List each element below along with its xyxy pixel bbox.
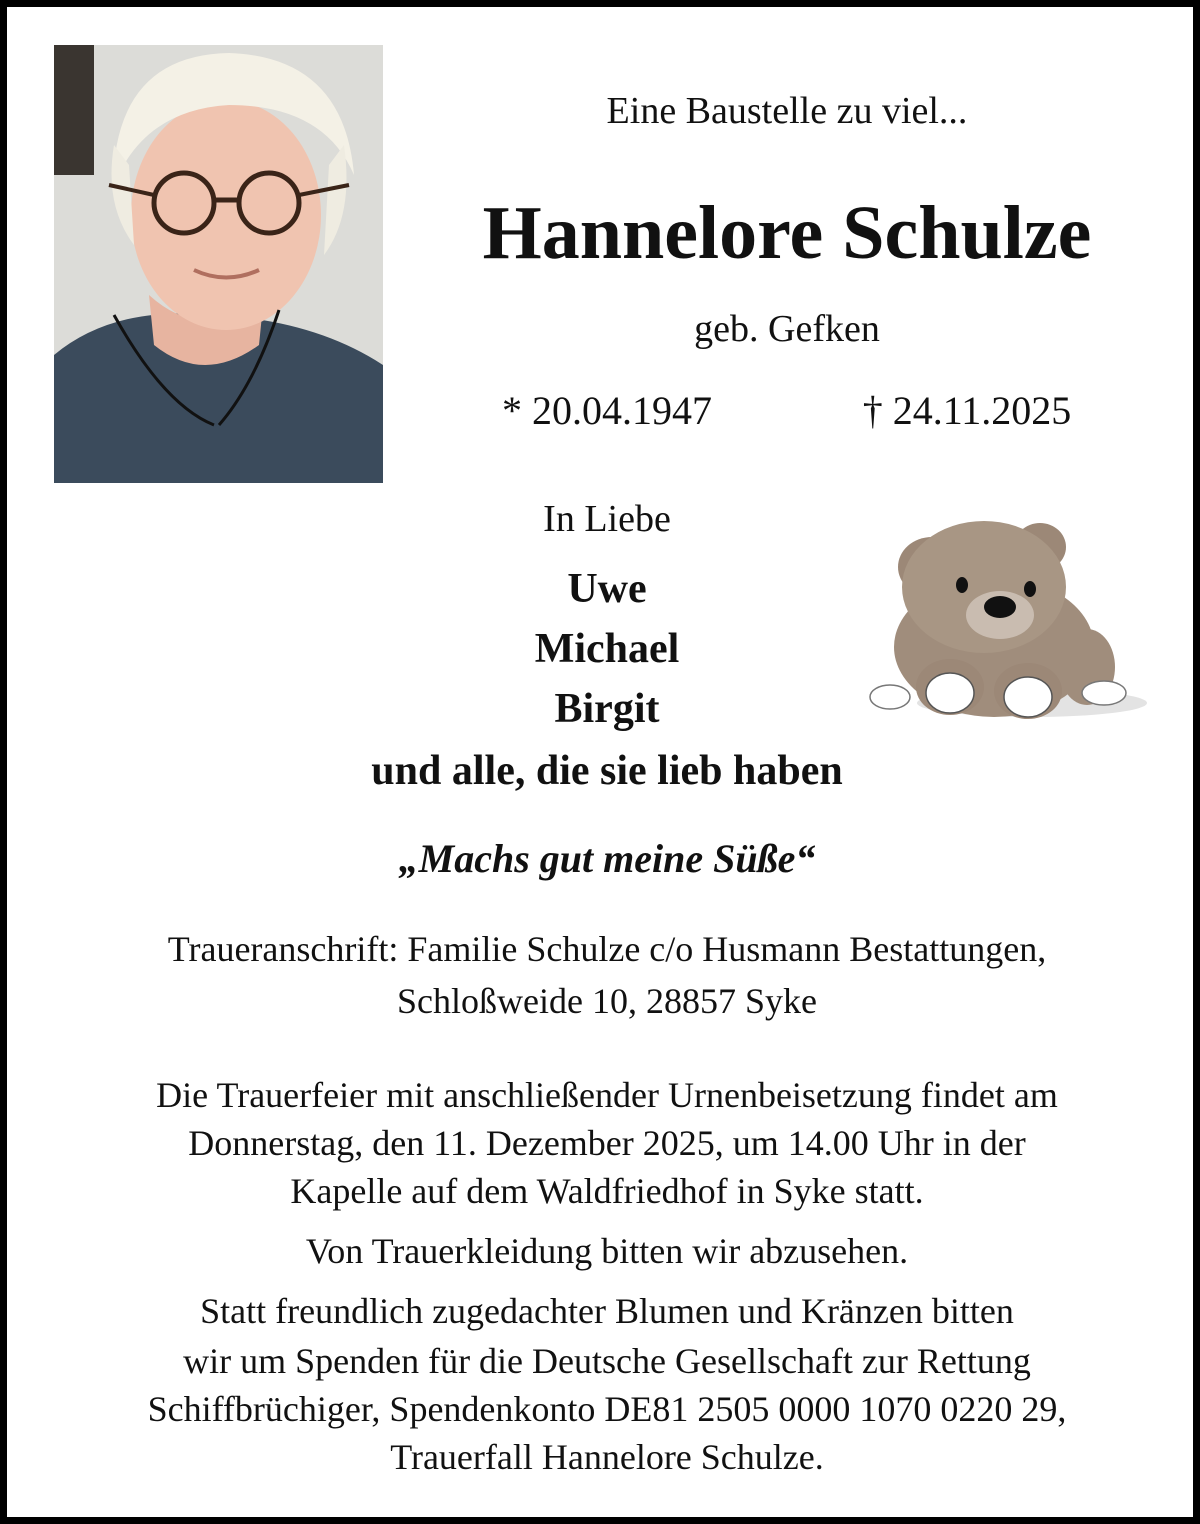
ceremony-line: Donnerstag, den 11. Dezember 2025, um 14.00 Uhr in der xyxy=(188,1123,1026,1163)
intro-line: Eine Baustelle zu viel... xyxy=(606,90,968,132)
deceased-name: Hannelore Schulze xyxy=(482,191,1092,275)
family-member: Michael xyxy=(534,626,680,672)
ceremony-line: Kapelle auf dem Waldfriedhof in Syke statt. xyxy=(290,1171,924,1211)
ceremony-line: Die Trauerfeier mit anschließender Urnenbeisetzung findet am xyxy=(156,1075,1058,1115)
address-line: Traueranschrift: Familie Schulze c/o Husmann Bestattungen, xyxy=(167,929,1047,969)
address-line: Schloßweide 10, 28857 Syke xyxy=(397,981,817,1021)
birth-name: geb. Gefken xyxy=(694,308,880,350)
birth-date: * 20.04.1947 xyxy=(502,388,712,433)
donation-line: wir um Spenden für die Deutsche Gesellschaft zur Rettung xyxy=(183,1341,1031,1381)
death-date: † 24.11.2025 xyxy=(862,388,1072,433)
teddy-bear-illustration xyxy=(862,507,1152,737)
love-line: In Liebe xyxy=(543,498,671,540)
family-member: Birgit xyxy=(554,686,660,732)
family-member: und alle, die sie lieb haben xyxy=(371,748,843,794)
portrait-photo xyxy=(54,45,383,483)
farewell-quote: „Machs gut meine Süße“ xyxy=(398,836,816,881)
family-member: Uwe xyxy=(567,566,647,612)
dress-note: Von Trauerkleidung bitten wir abzusehen. xyxy=(305,1231,909,1271)
donation-line: Statt freundlich zugedachter Blumen und Kränzen bitten xyxy=(200,1291,1014,1331)
donation-line: Schiffbrüchiger, Spendenkonto DE81 2505 0000 1070 0220 29, xyxy=(147,1389,1067,1429)
donation-line: Trauerfall Hannelore Schulze. xyxy=(390,1437,824,1477)
